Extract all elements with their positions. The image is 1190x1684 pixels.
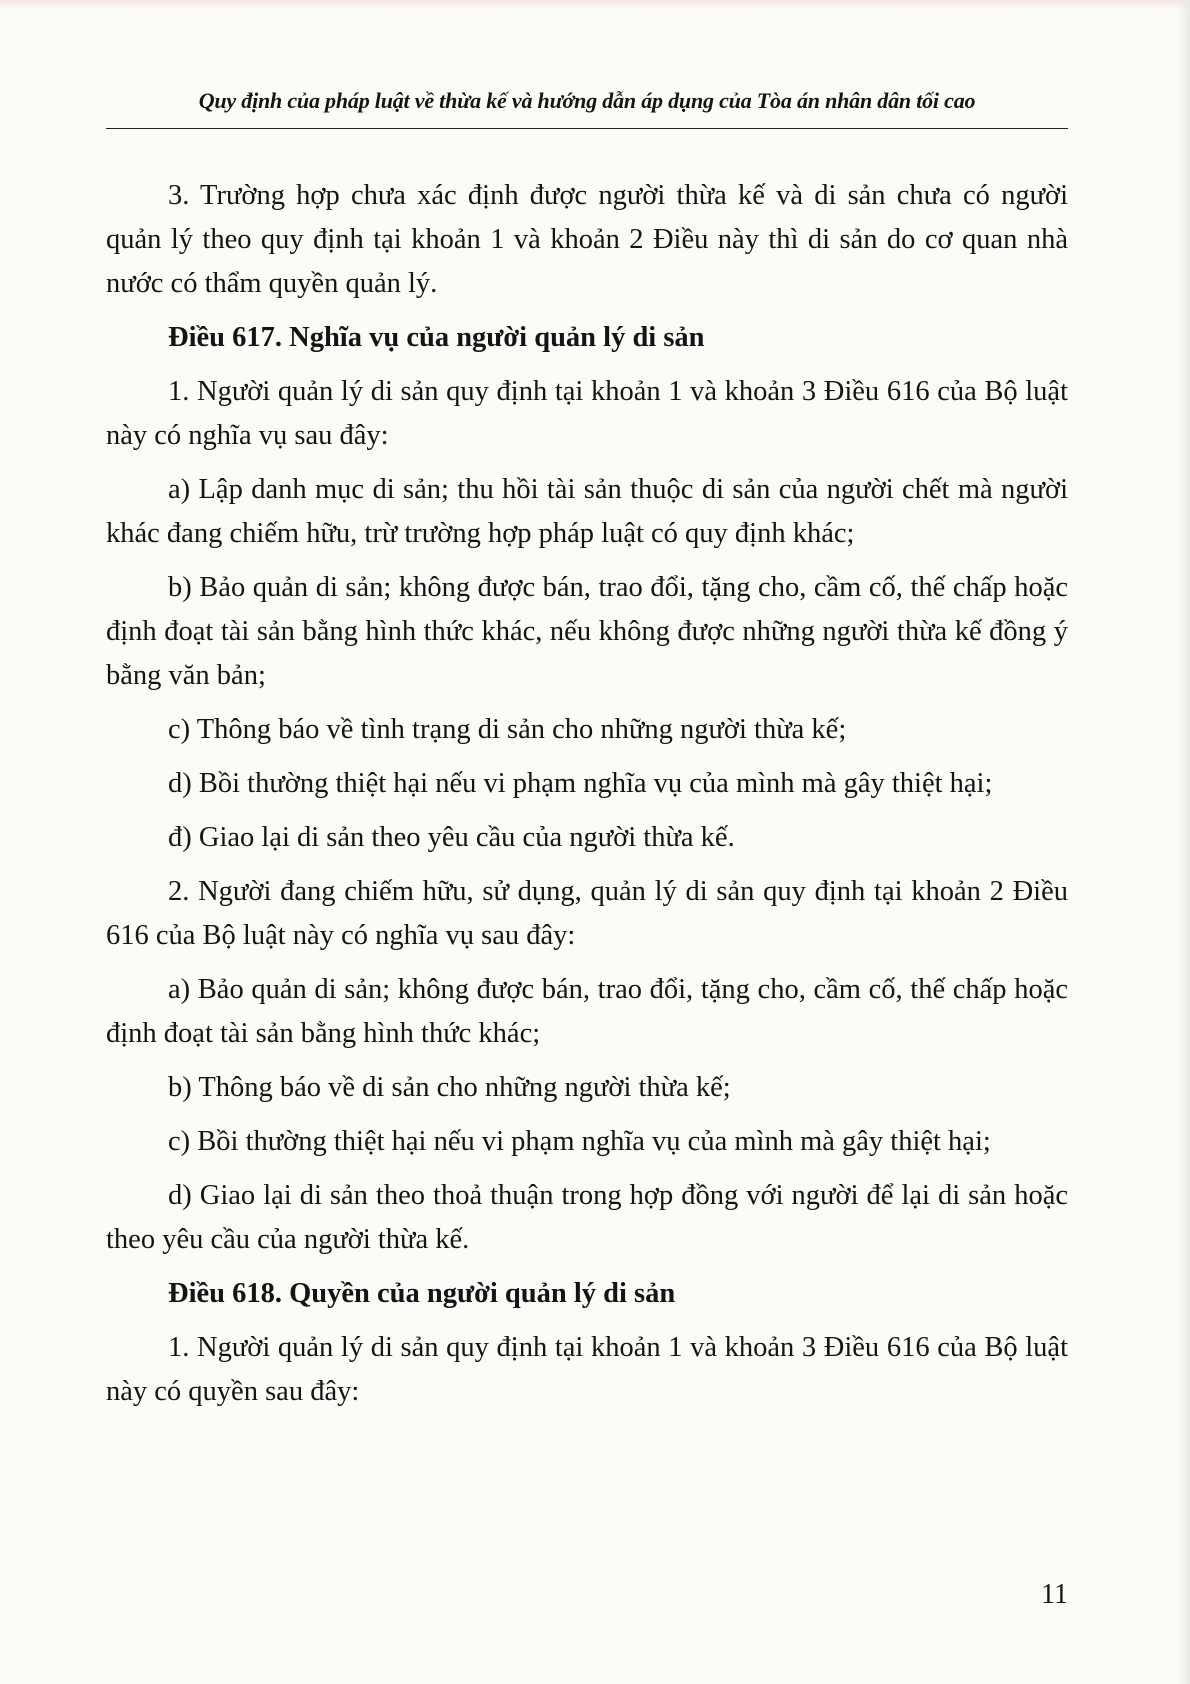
paragraph-617-1dd: đ) Giao lại di sản theo yêu cầu của người thừa kế. [168,822,735,853]
paragraph-617-1a: a) Lập danh mục di sản; thu hồi tài sản thuộc di sản của người chết mà người khác đang chiếm hữu, trừ trường hợp pháp luật có quy định khác; [106,474,1068,549]
article-617-heading: Điều 617. Nghĩa vụ của người quản lý di sản [168,322,705,353]
page-number: 11 [1041,1579,1068,1610]
body-text [106,174,1068,1424]
running-header: Quy định của pháp luật về thừa kế và hướng dẫn áp dụng của Tòa án nhân dân tối cao [198,88,976,113]
paragraph-617-2d: d) Giao lại di sản theo thoả thuận trong hợp đồng với người để lại di sản hoặc theo yêu cầu của người thừa kế. [106,1180,1068,1255]
article-618-heading: Điều 618. Quyền của người quản lý di sản [168,1278,676,1309]
page-top-tint [0,0,1190,10]
paragraph-617-2c: c) Bồi thường thiệt hại nếu vi phạm nghĩa vụ của mình mà gây thiệt hại; [168,1126,991,1157]
paragraph-617-1c: c) Thông báo về tình trạng di sản cho những người thừa kế; [168,714,847,745]
paragraph-617-clause-1: 1. Người quản lý di sản quy định tại khoản 1 và khoản 3 Điều 616 của Bộ luật này có nghĩa vụ sau đây: [106,376,1068,451]
header-rule [106,128,1068,129]
paragraph-618-clause-1: 1. Người quản lý di sản quy định tại khoản 1 và khoản 3 Điều 616 của Bộ luật này có quyền sau đây: [106,1332,1068,1407]
page-edge-shadow [1178,0,1190,1684]
paragraph-617-2a: a) Bảo quản di sản; không được bán, trao đổi, tặng cho, cầm cố, thế chấp hoặc định đoạt tài sản bằng hình thức khác; [106,974,1068,1049]
paragraph-617-1b: b) Bảo quản di sản; không được bán, trao đổi, tặng cho, cầm cố, thế chấp hoặc định đoạt tài sản bằng hình thức khác, nếu không được những người thừa kế đồng ý bằng văn bản; [106,572,1068,691]
paragraph-clause-3: 3. Trường hợp chưa xác định được người thừa kế và di sản chưa có người quản lý theo quy định tại khoản 1 và khoản 2 Điều này thì di sản do cơ quan nhà nước có thẩm quyền quản lý. [106,180,1068,299]
paragraph-617-1d: d) Bồi thường thiệt hại nếu vi phạm nghĩa vụ của mình mà gây thiệt hại; [168,768,993,799]
paragraph-617-2b: b) Thông báo về di sản cho những người thừa kế; [168,1072,731,1103]
paragraph-617-clause-2: 2. Người đang chiếm hữu, sử dụng, quản lý di sản quy định tại khoản 2 Điều 616 của Bộ luật này có nghĩa vụ sau đây: [106,876,1068,951]
